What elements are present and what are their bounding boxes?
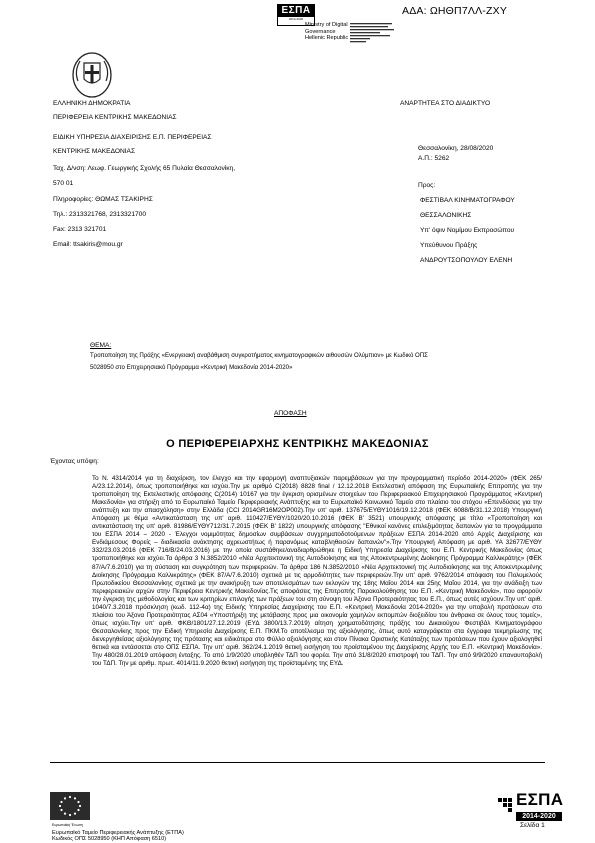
recipient-line-4: Υπεύθυνου Πράξης (420, 242, 478, 249)
recipient-line-2: ΘΕΣΣΑΛΟΝΙΚΗΣ (420, 212, 472, 219)
posting-note: ΑΝΑΡΤΗΤΕΑ ΣΤΟ ΔΙΑΔΙΚΤΥΟ (400, 100, 491, 107)
fund-line-1: Ευρωπαϊκό Ταμείο Περιφερειακής Ανάπτυξης (ΕΤΠΑ) (52, 830, 184, 836)
footer-divider (50, 762, 545, 763)
sender-line-3: ΕΙΔΙΚΗ ΥΠΗΡΕΣΙΑ ΔΙΑΧΕΙΡΙΣΗΣ Ε.Π. ΠΕΡΙΦΕΡΕΙΑΣ (53, 134, 212, 141)
recipient-line-1: ΦΕΣΤΙΒΑΛ ΚΙΝΗΜΑΤΟΓΡΑΦΟΥ (420, 197, 515, 204)
decision-label: ΑΠΟΦΑΣΗ (274, 410, 307, 417)
espa-wing-icon (498, 796, 516, 814)
ministry-line: Governance (305, 28, 336, 35)
subject-line-2: 5028950 στο Επιχειρησιακό Πρόγραμμα «Κεντρική Μακεδονία 2014-2020» (90, 364, 293, 371)
recipient-label: Προς: (418, 182, 436, 189)
eu-flag (50, 792, 90, 825)
protocol-number: Α.Π.: 5262 (418, 155, 450, 162)
sender-info: Πληροφορίες: ΘΩΜΑΣ ΤΣΑΚΙΡΗΣ (53, 196, 153, 203)
sender-line-4: ΚΕΝΤΡΙΚΗΣ ΜΑΚΕΔΟΝΙΑΣ (53, 148, 136, 155)
espa-bottom-years: 2014-2020 (516, 812, 562, 821)
espa-bottom-text: ΕΣΠΑ (516, 790, 564, 809)
considering-label: Έχοντας υπόψη: (50, 458, 99, 465)
sender-email[interactable]: Email: ttsakiris@mou.gr (53, 241, 123, 248)
subject-label: ΘΕΜΑ: (90, 342, 112, 349)
fund-line-2: Κωδικός ΟΠΣ 5028950 (ΚΗΠ Απόφαση 6510) (52, 836, 167, 842)
ada-code: ΑΔΑ: ΩΗΘΠ7ΛΛ-ΖΧΥ (402, 5, 508, 17)
signature-stamp-block (350, 22, 396, 55)
sender-line-1: ΕΛΛΗΝΙΚΗ ΔΗΜΟΚΡΑΤΙΑ (53, 100, 131, 107)
subject-line-1: Τροποποίηση της Πράξης «Ενεργειακή αναβάθμιση συγκροτήματος κινηματογραφικών αιθουσών Ολύμπιον» με Κωδικό ΟΠΣ (90, 352, 428, 359)
document-date: Θεσσαλονίκη, 28/08/2020 (418, 145, 494, 152)
page-number: Σελίδα 1 (520, 822, 545, 829)
sender-line-2: ΠΕΡΙΦΕΡΕΙΑ ΚΕΝΤΡΙΚΗΣ ΜΑΚΕΔΟΝΙΑΣ (53, 114, 177, 121)
recipient-line-3: Υπ' όψιν Νομίμου Εκπροσώπου (420, 227, 515, 234)
decision-title: Ο ΠΕΡΙΦΕΡΕΙΑΡΧΗΣ ΚΕΝΤΡΙΚΗΣ ΜΑΚΕΔΟΝΙΑΣ (166, 438, 429, 450)
sender-postcode: 570 01 (53, 180, 74, 187)
greek-emblem (70, 51, 114, 106)
recipient-line-5: ΑΝΔΡΟΥΤΣΟΠΟΥΛΟΥ ΕΛΕΝΗ (420, 257, 513, 264)
sender-fax: Fax: 2313 321701 (53, 226, 107, 233)
ministry-line: Ministry of Digital (305, 22, 348, 28)
sender-address: Ταχ. Δ/νση: Λεωφ. Γεωργικής Σχολής 65 Πυλαία Θεσσαλονίκη, (53, 165, 236, 172)
digital-signature-stamp (350, 22, 396, 50)
hellenic-republic-emblem-icon (70, 51, 114, 101)
ministry-block (305, 22, 348, 42)
eu-label: Ευρωπαϊκή Ένωση (52, 823, 83, 827)
ministry-line: Hellenic Republic (305, 35, 349, 42)
espa-logo-top-text: ΕΣΠΑ (278, 5, 314, 17)
sender-phone: Τηλ.: 2313321768, 2313321700 (53, 211, 147, 218)
body-paragraph: Το Ν. 4314/2014 για τη διαχείριση, τον έλεγχο και την εφαρμογή αναπτυξιακών παρεμβάσεων για την προγραμματική περίοδο 2014-2020» (ΦΕΚ 265/Α/23.12.2014), όπως τροποποιήθηκε και ισχύει.Την με αριθμό C(2018) 8828 final / 12.12.2018 Εκτελεστική απόφαση της Ευρωπαϊκής Επιτροπής για την τροποποίηση της Εκτελεστικής απόφασης C(2014) 10167 για την έγκριση ορισμένων στοιχείων του Περιφερειακού Επιχειρησιακού Προγράμματος «Κεντρική Μακεδονία» για στήριξη από το Ευρωπαϊκό Ταμείο Περιφερειακής Ανάπτυξης και το Ευρωπαϊκό Κοινωνικό Ταμείο στο πλαίσιο του στόχου «Επενδύσεις για την ανάπτυξη και την απασχόληση» στην Ελλάδα (CCI 2014GR16M2OP002).Την υπ' αριθ. 137675/ΕΥΘΥ1016/19.12.2018 (ΦΕΚ 6088/Β/31.12.2018) Υπουργική Απόφαση με θέμα «Αντικατάσταση της υπ' αριθ. 110427/ΕΥΘΥ/1020/20.10.2016 (ΦΕΚ Β' 3521) υπουργικής απόφασης με τίτλο «Τροποποίηση και αντικατάσταση της υπ' αριθ. 81986/ΕΥΘΥ712/31.7.2015 (ΦΕΚ Β' 1822) υπουργικής απόφασης "Εθνικοί κανόνες επιλεξιμότητας δαπανών για τα προγράμματα του ΕΣΠΑ 2014 – 2020 - Έλεγχοι νομιμότητας δημοσίων συμβάσεων συγχρηματοδοτούμενων πράξεων ΕΣΠΑ 2014-2020 από Αρχές Διαχείρισης και Ενδιάμεσους Φορείς – διαδικασία ανάκτησης αχρεωστήτως ή παρανόμως καταβληθεισών δαπανών"».Την Υπουργική Απόφαση με αριθ. ΥΑ 32677/ΕΥΘΥ 332/23.03.2016 (ΦΕΚ 716/Β/24.03.2016) με την οποία συστάθηκε/αναδιαρθρώθηκε η Ειδική Υπηρεσία Διαχείρισης του Ε.Π. Κεντρικής Μακεδονίας όπως τροποποιήθηκε και ισχύει.Τα άρθρα 3 Ν.3852/2010 «Νέα Αρχιτεκτονική της Αυτοδιοίκησης και της Αποκεντρωμένης Διοίκησης Πρόγραμμα Καλλικράτης» (ΦΕΚ 87/Α/7.6.2010) για τη σύσταση και συγκρότηση των περιφερειών. Τα άρθρα 186 Ν.3852/2010 «Νέα Αρχιτεκτονική της Αυτοδιοίκησης και της Αποκεντρωμένης Διοίκησης Πρόγραμμα Καλλικράτης» (ΦΕΚ 87/Α/7.6.2010) σχετικά με τις αρμοδιότητες των περιφερειών.Την υπ' αριθ. 9762/2014 απόφαση του Πολυμελούς Πρωτοδικείου Θεσσαλονίκης σχετικά με την ανακήρυξη των αποτελεσμάτων των εκλογών της 18ης Μαΐου 2014 και 25ης Μαΐου 2014, για την ανάδειξη των περιφερειακών αρχών στην Περιφέρεια Κεντρικής Μακεδονίας.Τις αποφάσεις της Επιτροπής Παρακολούθησης του Ε.Π. «Κεντρική Μακεδονία», που αφορούν την έγκριση της μεθοδολογίας και των κριτηρίων επιλογής των πράξεων του στη σύνοψη του Άξονα Προτεραιότητας του Ε.Π., όπως αυτές ισχύουν.Την υπ' αριθ. 1040/7.3.2018 πρόσκληση (κωδ. 112-4α) της Ειδικής Υπηρεσίας Διαχείρισης του Ε.Π. «Κεντρική Μακεδονία 2014-2020» για την υποβολή προτάσεων στο πλαίσιο του Άξονα Προτεραιότητας ΑΣ04 «Υποστήριξη της μετάβασης προς μια οικονομία χαμηλών εκπομπών διοξειδίου του άνθρακα σε όλους τους τομείς», όπως ισχύει.Την υπ' αριθ. ΦΚΘ/1801/27.12.2019 (ΕΥΔ 3800/13.7.2019) αίτηση χρηματοδότησης πράξης του Δικαιούχου Φεστιβάλ Κινηματογράφου Θεσσαλονίκης προς την Ειδική Υπηρεσία Διαχείρισης Ε.Π. ΠΚΜ.Το αποτέλεσμα της αξιολόγησης, όπως αυτό καταγράφεται στα έγγραφα τεκμηρίωσης της διενεργηθείσας αξιολόγησης της πρότασης και ειδικότερα στο Φύλλο αξιολόγησης και στον Πίνακα Οριστικής Κατάταξης των προτάσεων που έχουν αξιολογηθεί θετικά και εντάσσεται στο ΟΠΣ ΕΣΠΑ. Την υπ' αριθ. 362/24.1.2019 θετική εισήγηση του προϊσταμένου της Διαχείρισης Αρχής του Ε.Π. «Κεντρική Μακεδονία». Την 480/28.01.2019 απόφαση ένταξης. Το από 1/9/2020 υποβληθέν ΤΔΠ του φορέα. Την από 31/8/2020 επιστροφή του ΤΔΠ. Την από 9/9/2020 επαναυποβολή του ΤΔΠ. Την με αριθμ. πρωτ. 4014/11.9.2020 θετική εισήγηση της προϊσταμένης της ΕΥΔ. (92, 475, 542, 668)
eu-flag-icon (50, 792, 90, 820)
espa-logo-top-years: 2014-2020 (288, 17, 304, 21)
